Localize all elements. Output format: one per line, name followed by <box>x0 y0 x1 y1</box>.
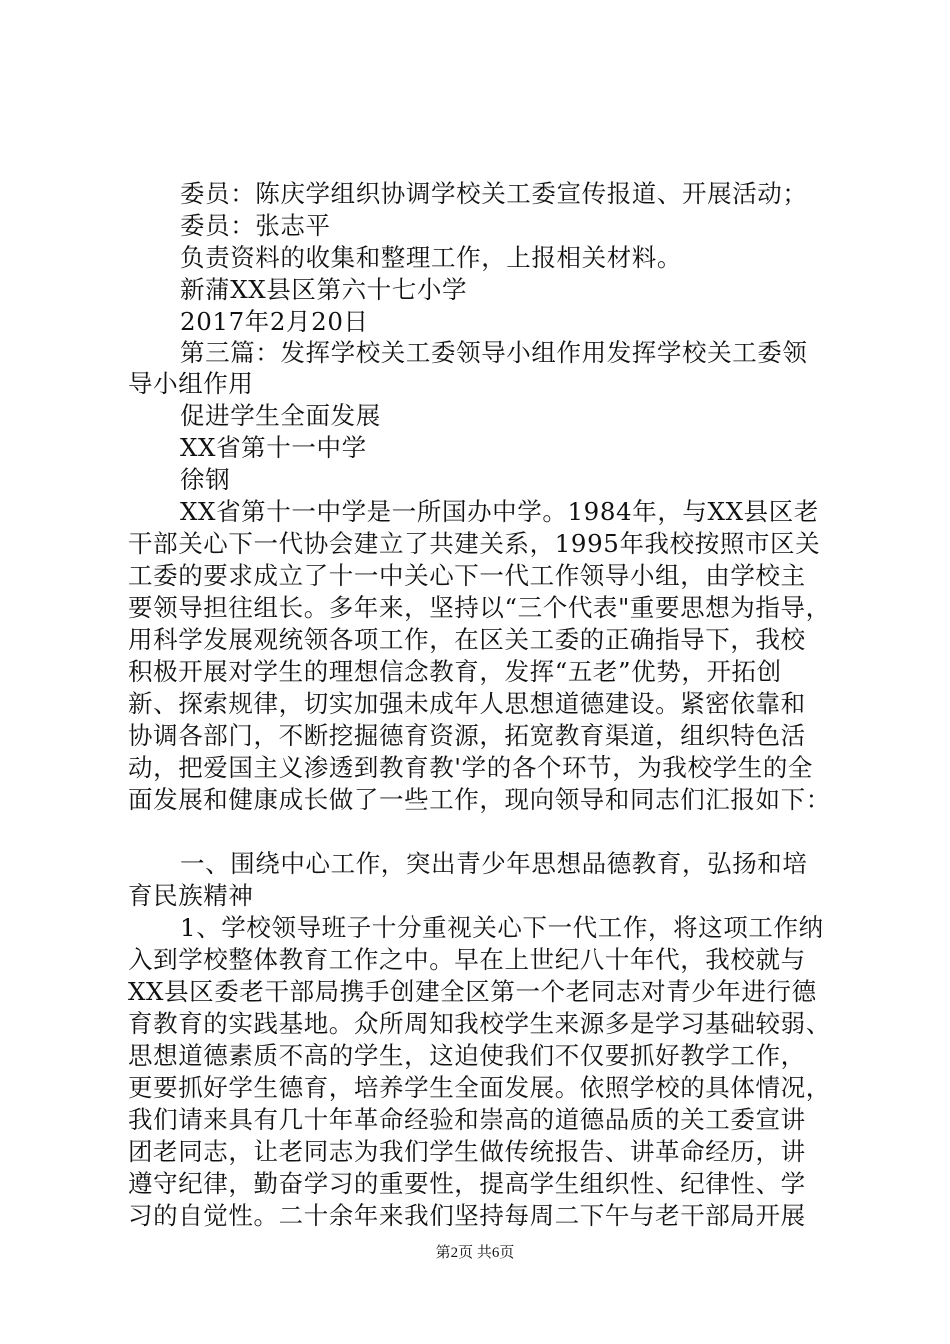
paragraph-line: 习的自觉性。二十余年来我们坚持每周二下午与老干部局开展 <box>128 1201 806 1230</box>
section-heading: 一、围绕中心工作，突出青少年思想品德教育，弘扬和培 <box>180 849 808 878</box>
section-heading: 育民族精神 <box>128 881 254 910</box>
paragraph-line: 干部关心下一代协会建立了共建关系，1995年我校按照市区关 <box>128 529 821 558</box>
author-name: 徐钢 <box>180 465 231 494</box>
paragraph-line: 要领导担往组长。多年来，坚持以“三个代表"重要思想为指导， <box>128 593 831 622</box>
paragraph-line: 积极开展对学生的理想信念教育，发挥“五老”优势，开拓创 <box>128 657 782 686</box>
text-line: 负责资料的收集和整理工作，上报相关材料。 <box>180 243 682 272</box>
subtitle: 促进学生全面发展 <box>180 401 381 430</box>
paragraph-line: 更要抓好学生德育，培养学生全面发展。依照学校的具体情况， <box>128 1073 831 1102</box>
text-line: 新蒲XX县区第六十七小学 <box>180 275 468 304</box>
paragraph-line: 新、探索规律，切实加强未成年人思想道德建设。紧密依靠和 <box>128 689 806 718</box>
paragraph-line: 1、学校领导班子十分重视关心下一代工作，将这项工作纳 <box>180 913 824 942</box>
paragraph-line: XX县区委老干部局携手创建全区第一个老同志对青少年进行德 <box>128 977 817 1006</box>
paragraph-line: XX省第十一中学是一所国办中学。1984年，与XX县区老 <box>180 497 819 526</box>
date-line: 2017年2月20日 <box>180 307 369 336</box>
text-line: 委员：陈庆学组织协调学校关工委宣传报道、开展活动； <box>180 179 808 208</box>
page-number-footer: 第2页 共6页 <box>435 1245 515 1261</box>
paragraph-line: 协调各部门，不断挖掘德育资源，拓宽教育渠道，组织特色活 <box>128 721 806 750</box>
text-line: 委员：张志平 <box>180 211 331 240</box>
school-name: XX省第十一中学 <box>180 433 367 462</box>
section-heading: 第三篇：发挥学校关工委领导小组作用发挥学校关工委领 <box>180 338 808 367</box>
paragraph-line: 遵守纪律，勤奋学习的重要性，提高学生组织性、纪律性、学 <box>128 1169 806 1198</box>
paragraph-line: 我们请来具有几十年革命经验和崇高的道德品质的关工委宣讲 <box>128 1105 806 1134</box>
paragraph-line: 动，把爱国主义渗透到教育教'学的各个环节，为我校学生的全 <box>128 753 814 782</box>
paragraph-line: 思想道德素质不高的学生，这迫使我们不仅要抓好教学工作， <box>128 1041 806 1070</box>
paragraph-line: 面发展和健康成长做了一些工作，现向领导和同志们汇报如下： <box>128 785 831 814</box>
paragraph-line: 育教育的实践基地。众所周知我校学生来源多是学习基础较弱、 <box>128 1009 831 1038</box>
paragraph-line: 工委的要求成立了十一中关心下一代工作领导小组，由学校主 <box>128 561 806 590</box>
paragraph-line: 入到学校整体教育工作之中。早在上世纪八十年代，我校就与 <box>128 945 806 974</box>
paragraph-line: 团老同志，让老同志为我们学生做传统报告、讲革命经历，讲 <box>128 1137 806 1166</box>
section-heading: 导小组作用 <box>128 369 254 398</box>
paragraph-line: 用科学发展观统领各项工作，在区关工委的正确指导下，我校 <box>128 625 806 654</box>
